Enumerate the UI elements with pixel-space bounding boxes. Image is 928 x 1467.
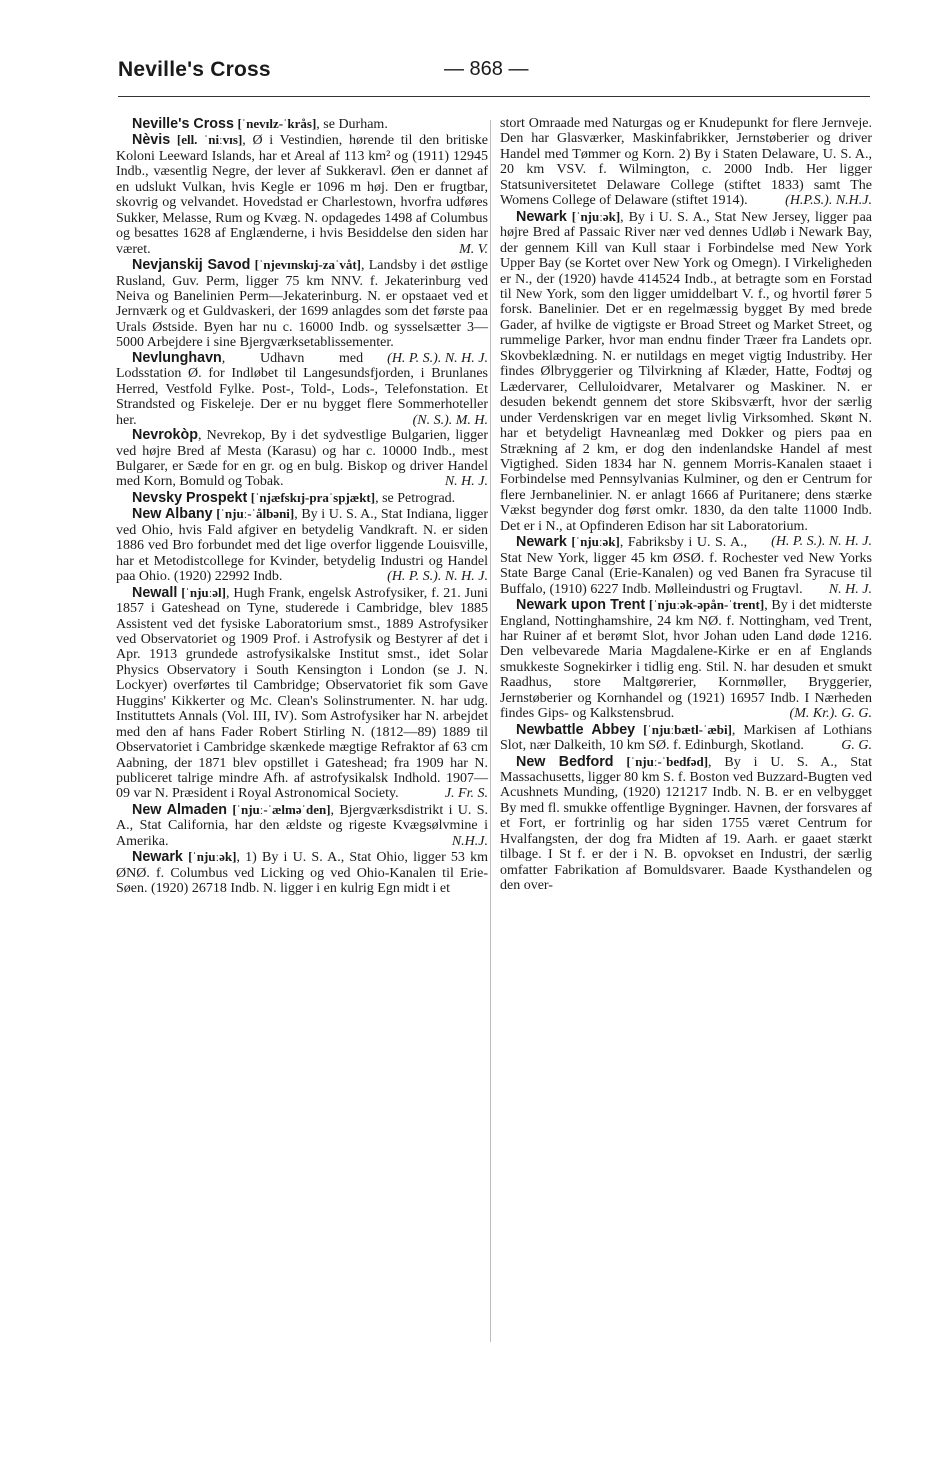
entry-body: , Bjergværksdistrikt i U. S. A., Stat California, har den ældste og rigeste Kvægsølvmine i Amerika. bbox=[116, 802, 488, 849]
entry-new-bedford bbox=[500, 754, 872, 894]
entry-signature: (H.P.S.). N.H.J. bbox=[785, 193, 872, 209]
entry-newbattle-abbey bbox=[500, 722, 872, 754]
entry-body: , Landsby i det østlige Rusland, Guv. Perm, ligger 75 km NNV. f. Jekaterinburg ved Neiva og Banelinien Perm—Jekaterinburg. N. er opstaaet ved et Jernværk og et Guldvaskeri, der 1699 anlagdes som det første paa Urals Østside. Byen har nu c. 16000 Indb. og sysselsætter 3—5000 Arbejdere i sine Bjergværksetablissementer. bbox=[116, 258, 489, 351]
entry-signature: (H. P. S.). N. H. J. bbox=[387, 350, 488, 366]
entry-body: , By i U. S. A., Stat Indiana, ligger ved Ohio, hvis Fald afgiver en betydelig Vandkraft. N. er siden 1886 ved Bro forbundet med det lige overfor liggende Louisville, har et Metodistcollege for Kvinder, betydelig Industri og Handel paa Ohio. (1920) 22992 Indb. bbox=[116, 507, 488, 585]
entry-body: stort Omraade med Naturgas og er Knudepunkt for flere Jernveje. Den har Glasværker, Maskinfabrikker, Jernstøberier og driver Handel med Tømmer og Korn. 2) By i Staten Delaware, U. S. A., 20 km VSV. f. Wilmington, c. 2000 Indb. Her ligger Statsuniversitetet Delaware College (stiftet 1833) samt The Womens College of Delaware (stiftet 1914). bbox=[500, 116, 872, 209]
entry-headword: Nèvis bbox=[132, 132, 171, 149]
entry-body: , se Petrograd. bbox=[375, 490, 456, 506]
entry-headword: New Almaden bbox=[132, 801, 228, 818]
entry-headword: New Albany bbox=[132, 506, 213, 523]
entry-headword: Newark bbox=[132, 849, 183, 866]
running-head: Neville's Cross bbox=[118, 58, 271, 81]
entry-pronunciation: [ˈnjuː-ˈbedfəd] bbox=[626, 753, 709, 769]
entry-newark-new-jersey bbox=[500, 208, 872, 550]
entry-newall bbox=[116, 585, 488, 802]
entry-body: , Nevrekop, By i det sydvestlige Bulgarien, ligger ved højre Bred af Mesta (Karasu) og har c. 10000 Indb., mest Bulgarer, er Sæde for en gr. og en bulg. Biskop og driver Handel med Korn, Bomuld og Tobak. bbox=[116, 428, 488, 490]
page-number: — 868 — bbox=[444, 58, 529, 80]
entry-nevrokop bbox=[116, 428, 488, 490]
entry-headword: Newark upon Trent bbox=[516, 597, 646, 614]
entry-pronunciation: [ˈnjuːək] bbox=[571, 534, 620, 550]
entry-body: , Fabriksby i U. S. A., Stat New York, ligger 45 km ØSØ. f. Rochester ved New Yorks State Barge Canal (Erie-Kanalen) og ved Banen fra Syracuse til Buffalo, (1910) 6227 Indb. Mølleindustri og Frugtavl. bbox=[500, 535, 872, 597]
entry-body: , Udhavn med Lodsstation Ø. for Indløbet til Langesundsfjorden, i Brunlanes Herred, Vestfold Fylke. Post-, Told-, Lods-, Telefonstation. Et Strandsted og Fiskeleje. Der er nu bygget flere Sommerhoteller her. bbox=[116, 350, 488, 428]
entry-body: , Markisen af Lothians Slot, nær Dalkeith, 10 km SØ. f. Edinburgh, Skotland. bbox=[500, 722, 872, 754]
entry-headword: Neville's Cross bbox=[132, 116, 234, 132]
entry-new-albany bbox=[116, 506, 488, 584]
entry-headword: Nevrokòp bbox=[132, 427, 198, 444]
entry-signature: G. G. bbox=[841, 738, 872, 754]
entry-headword: Newbattle Abbey bbox=[516, 721, 636, 738]
entry-body: , se Durham. bbox=[316, 117, 388, 132]
entry-signature: N. H. J. bbox=[444, 474, 488, 490]
entry-newark-continued bbox=[500, 116, 872, 209]
entry-signature: M. V. bbox=[459, 241, 488, 257]
entry-pronunciation: [ell. ˈniːvɪs] bbox=[176, 132, 243, 148]
entry-pronunciation: [ˈnjuːək] bbox=[571, 208, 621, 224]
entry-body: , By i U. S. A., Stat New Jersey, ligger paa højre Bred af Passaic River nær ved dennes Udløb i Newark Bay, der gennem Kill van Kull staar i Forbindelse med New York Upper Bay (se Kortet over New York og Omegn). I Virkeligheden er N., der (1920) havde 414524 Indb., at betragte som en Forstad til New York, som den ligger umiddelbart V. f., og hvortil fører 5 forsk. Banelinier. Det er en regelmæssig bygget By med brede Gader, af hvilke de vigtigste er Broad Street og Market Street, og rummelige Parker, hvor man endnu finder Træer fra Landets opr. Skovbeklædning. N. er nutildags en meget vigtig Industriby. Her findes Ølbryggerier og Tilvirkning af Klæder, Hatte, Fodtøj og Lædervarer, Celluloidvarer, Metalvarer og Maskiner. N. er desuden bekendt gennem det store Skibsværft, hvor der særlig under Verdenskrigen var en meget livlig Virksomhed. Skønt N. har et betydeligt Havneanlæg med Dokker og piers paa en Strækning af 2 km, er dog den indenlandske Handel af mest Vigtighed. Siden 1834 har N. gennem Morris-Kanalen staaet i Forbindelse med Pennsylvanias Kulminer, og den er Centrum for flere Jernbanelinier. N. er anlagt 1666 af Puritanere; dens stærke Vækst begynder dog først omkr. 1830, da den talte 11000 Indb. Det er i N., at Opfinderen Edison har sit Laboratorium. bbox=[500, 209, 872, 534]
entry-pronunciation: [ˈnjuːbætl-ˈæbi] bbox=[643, 721, 732, 737]
entry-headword: Newark bbox=[516, 534, 567, 551]
entry-body: , Hugh Frank, engelsk Astrofysiker, f. 21. Juni 1857 i Gateshead on Tyne, studerede i Cambridge, blev 1885 Assistent ved det fysiske Laboratorium smst., 1889 Astrofysiker ved Observatoriet og 1909 Prof. i Astrofysik og Bestyrer af det i Apr. 1913 grundede astrofysikalske Institut smst., idet Solar Physics Observatory i South Kensington i London (se J. N. Lockyer) overførtes til Cambridge; Observatoriet fik som Gave Huggins' Kikkerter og Mc. Clean's Solinstrumenter. N. har udg. Instituttets Annals (Vol. III, IV). Som Astrofysiker har N. arbejdet med den af hans Fader Robert Stirling N. (1812—89) 1889 til Observatoriet i Cambridge skænkede mægtige Refraktor af 63 cm Aabning, der 1871 blev opstillet i Gateshead; fra 1909 har N. publiceret talrige mindre Afh. af astrofysikalsk Indhold. 1907—09 var N. Præsident i Royal Astronomical Society. bbox=[116, 585, 488, 802]
entry-pronunciation: [ˈnjuːəl] bbox=[181, 584, 226, 600]
entry-newark-ohio bbox=[116, 849, 488, 896]
entry-new-almaden bbox=[116, 802, 488, 849]
entry-pronunciation: [ˈnjevɪnskɪj-zaˈvåt] bbox=[254, 257, 362, 273]
header-rule bbox=[118, 96, 870, 97]
entry-headword: Nevlunghavn bbox=[132, 349, 222, 366]
entry-signature: N. H. J. bbox=[828, 581, 872, 597]
entry-pronunciation: [ˈnjuː-ˈælməˈden] bbox=[232, 801, 331, 817]
page-header bbox=[118, 58, 870, 94]
entry-body: , Ø i Vestindien, hørende til den britiske Koloni Leeward Islands, har et Areal af 113 km² og (1911) 12945 Indb., væsentlig Negre, der lever af Sukkeravl. Øen er dannet af en udslukt Vulkan, hvis Kegle er 1096 m høj. Den er frugtbar, skovrig og velvandet. Hovedstad er Charlestown, hvorfra udføres Sukker, Melasse, Rum og Kvæg. N. opdagedes 1498 af Columbus og besattes 1628 af Englænderne, i hvis Besiddelse den siden har været. bbox=[116, 133, 488, 257]
entry-pronunciation: [ˈnjuː-ˈålbəni] bbox=[216, 506, 295, 522]
entry-body: , 1) By i U. S. A., Stat Ohio, ligger 53 km ØNØ. f. Columbus ved Licking og ved Ohio-Kanalen til Erie-Søen. (1920) 26718 Indb. N. ligger i en kulrig Egn midt i et bbox=[116, 850, 489, 897]
entry-pronunciation: [ˈnjuːək] bbox=[188, 849, 237, 865]
entry-pronunciation: [ˈnjuːək-əpån-ˈtrent] bbox=[648, 597, 765, 613]
entry-signature: J. Fr. S. bbox=[444, 786, 488, 802]
column-divider bbox=[490, 120, 491, 1342]
entry-signature: N.H.J. bbox=[451, 833, 488, 849]
entry-headword: New Bedford bbox=[516, 753, 614, 770]
entry-headword: Newark bbox=[516, 208, 567, 225]
entry-signature: (H. P. S.). N. H. J. bbox=[771, 534, 872, 550]
entry-body: , By i U. S. A., Stat Massachusetts, ligger 80 km S. f. Boston ved Buzzard-Bugten ved Acushnets Munding, (1920) 121217 Indb. N. B. er en velbygget By med fl. smukke offentlige Bygninger. Havnen, der forsvares af et Fort, er fortrinlig og har siden 1755 været Centrum for Hvalfangsten, der dog fra Midten af 19. Aarh. er gaaet stærkt tilbage. I St f. er der i N. B. opvokset en Industri, der særlig omfatter Fabrikation af Bomuldsvarer. Baade Kysthandelen og den over- bbox=[500, 754, 872, 894]
right-column bbox=[500, 116, 872, 894]
entry-headword: Nevsky Prospekt bbox=[132, 489, 248, 506]
entry-headword: Newall bbox=[132, 584, 178, 601]
entry-body: , By i det midterste England, Nottinghamshire, 24 km NØ. f. Nottingham, ved Trent, har Ruiner af et berømt Slot, hvor Johan uden Land døde 1216. Den velbevarede Maria Magdalene-Kirke er en af Englands smukkeste Sognekirker i tidlig eng. Stil. N. har desuden et smukt Raadhus, store Maltgørerier, Kornmøller, Bryggerier, Jernstøberier og Kornhandel og (1921) 16957 Indb. I Nærheden findes Gips- og Kalkstensbrud. bbox=[500, 598, 872, 722]
entry-pronunciation: [ˈnevɪlz-ˈkrås] bbox=[237, 116, 317, 131]
entry-signature: (M. Kr.). G. G. bbox=[789, 706, 872, 722]
entry-pronunciation: [ˈnjæfskɪj-praˈspjækt] bbox=[250, 489, 376, 505]
entry-signature: (H. P. S.). N. H. J. bbox=[387, 569, 488, 585]
left-column bbox=[116, 116, 488, 897]
entry-signature: (N. S.). M. H. bbox=[412, 412, 488, 428]
entry-nevis bbox=[116, 132, 488, 257]
entry-headword: Nevjanskij Savod bbox=[132, 257, 251, 274]
entry-nevsky-prospekt bbox=[116, 490, 488, 506]
entry-nevilles-cross bbox=[116, 116, 488, 132]
entry-newark-upon-trent bbox=[500, 597, 872, 722]
